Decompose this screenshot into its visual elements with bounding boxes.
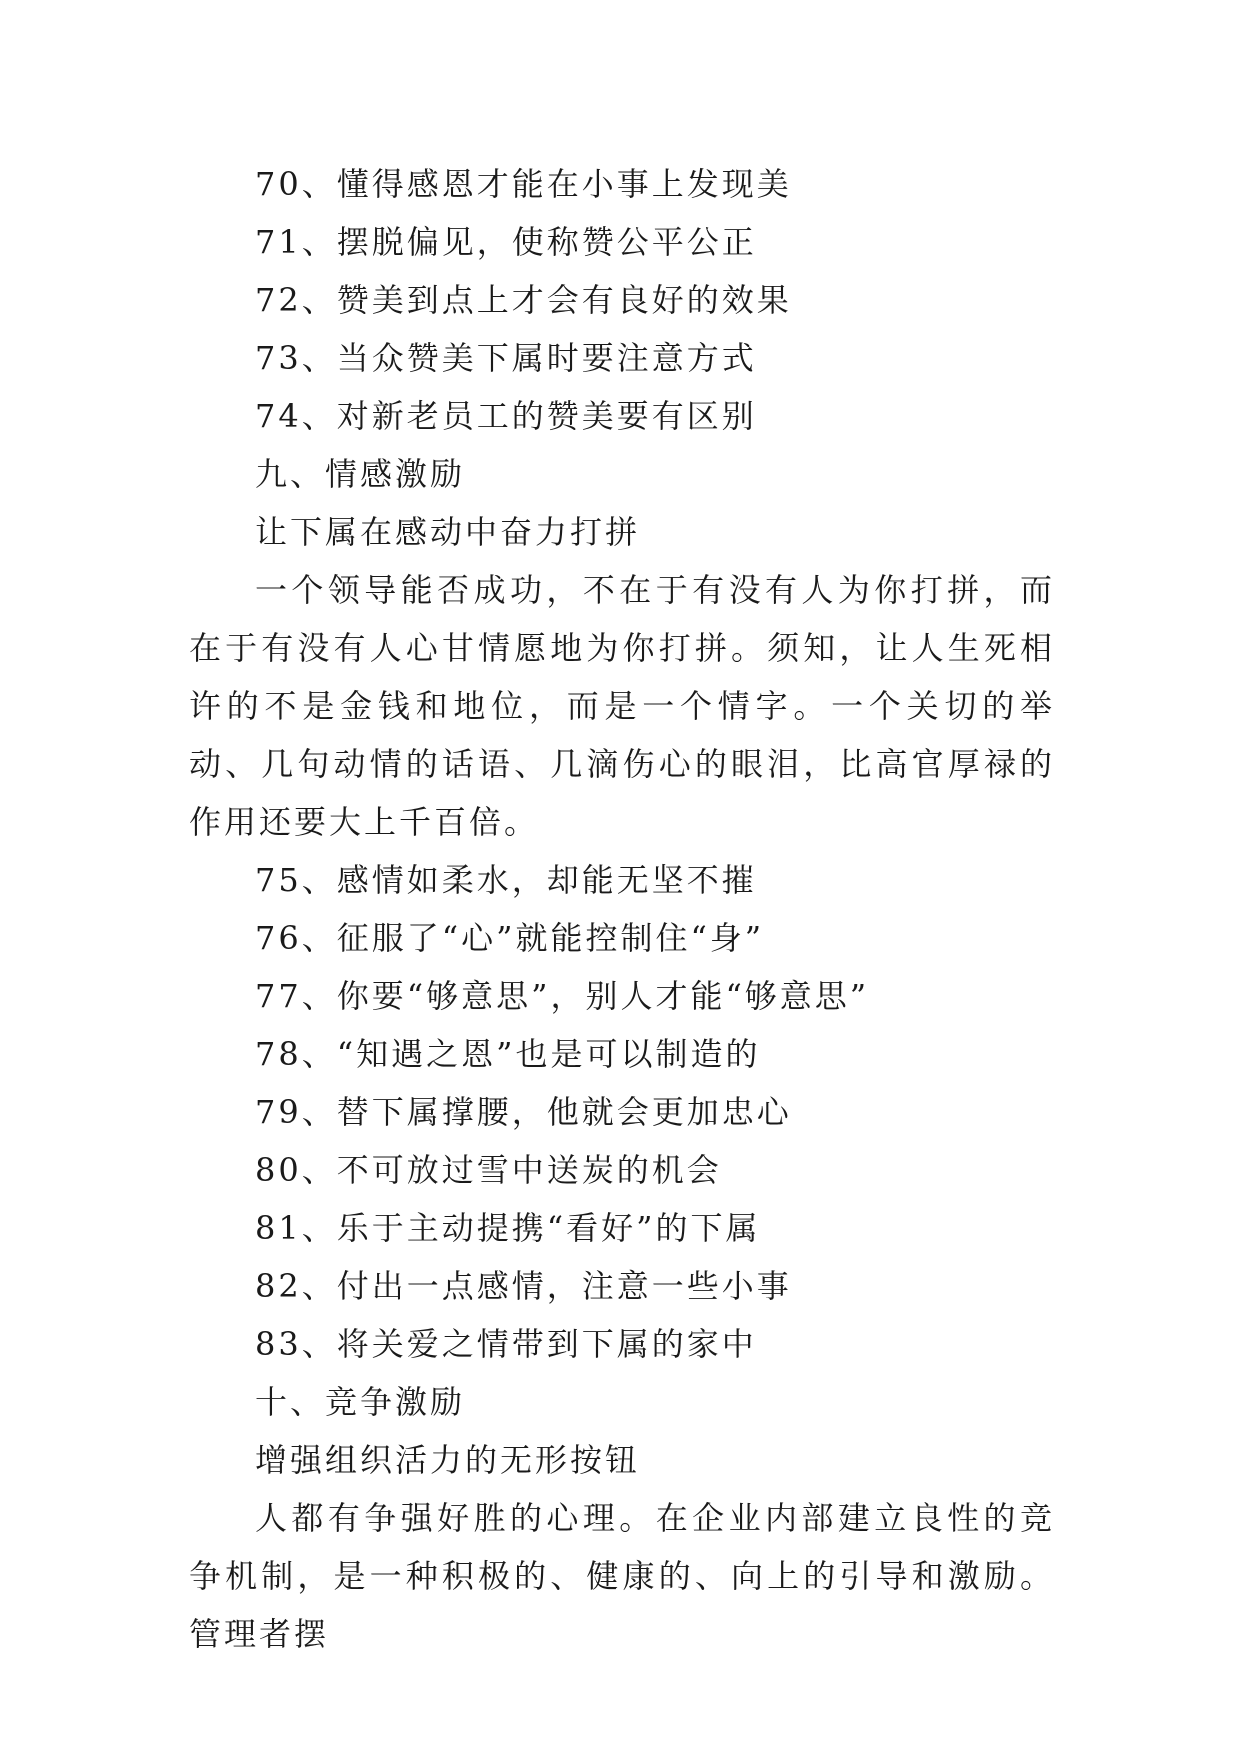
list-item: 78、“知遇之恩”也是可以制造的 (255, 1035, 761, 1073)
list-item: 79、替下属撑腰，他就会更加忠心 (255, 1093, 792, 1131)
list-item: 83、将关爱之情带到下属的家中 (255, 1325, 757, 1363)
section-subheading: 增强组织活力的无形按钮 (255, 1441, 641, 1479)
list-item: 71、摆脱偏见，使称赞公平公正 (255, 223, 757, 261)
section-heading: 九、情感激励 (255, 455, 466, 493)
list-item: 82、付出一点感情，注意一些小事 (255, 1267, 792, 1305)
list-item: 77、你要“够意思”，别人才能“够意思” (255, 977, 870, 1015)
list-item: 74、对新老员工的赞美要有区别 (255, 397, 757, 435)
list-item: 70、懂得感恩才能在小事上发现美 (255, 165, 792, 203)
section-subheading: 让下属在感动中奋力打拼 (255, 513, 641, 551)
document-body (189, 155, 1055, 1663)
list-item: 80、不可放过雪中送炭的机会 (255, 1151, 722, 1189)
list-item: 73、当众赞美下属时要注意方式 (255, 339, 757, 377)
body-paragraph: 人都有争强好胜的心理。在企业内部建立良性的竞争机制，是一种积极的、健康的、向上的引导和激励。管理者摆 (189, 1499, 1055, 1653)
section-heading: 十、竞争激励 (255, 1383, 466, 1421)
body-paragraph: 一个领导能否成功，不在于有没有人为你打拼，而在于有没有人心甘情愿地为你打拼。须知，让人生死相许的不是金钱和地位，而是一个情字。一个关切的举动、几句动情的话语、几滴伤心的眼泪，比高官厚禄的作用还要大上千百倍。 (189, 571, 1055, 841)
list-item: 72、赞美到点上才会有良好的效果 (255, 281, 792, 319)
list-item: 75、感情如柔水，却能无坚不摧 (255, 861, 757, 899)
list-item: 76、征服了“心”就能控制住“身” (255, 919, 765, 957)
list-item: 81、乐于主动提携“看好”的下属 (255, 1209, 761, 1247)
